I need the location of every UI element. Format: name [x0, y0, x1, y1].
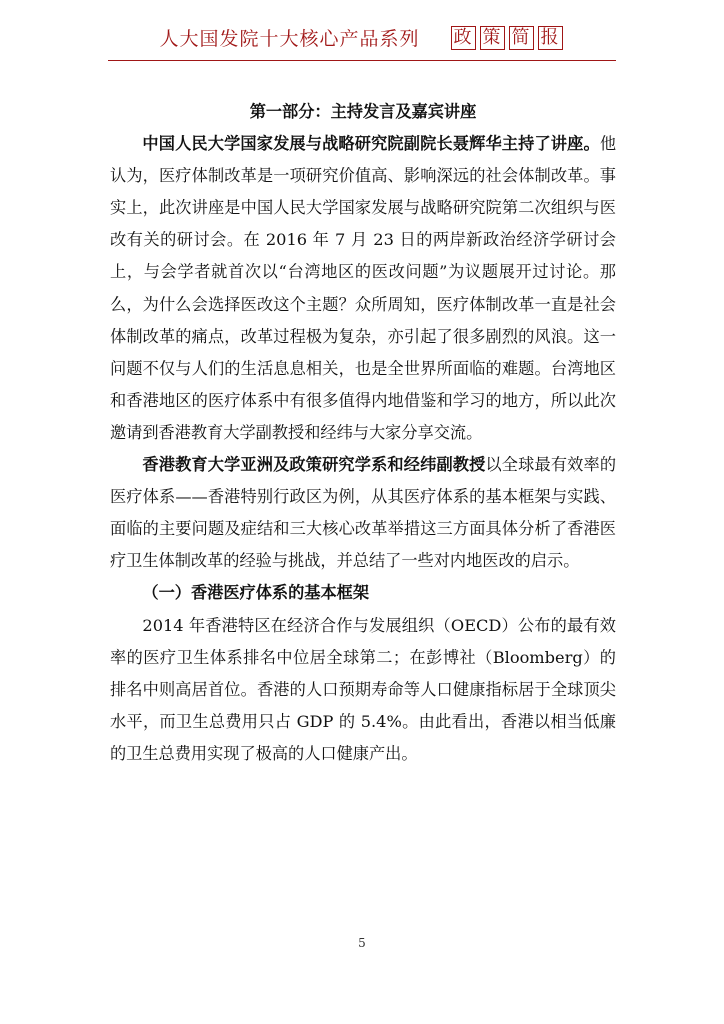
subsection-title: （一）香港医疗体系的基本框架: [142, 583, 370, 603]
policy-brief-label: [449, 26, 565, 50]
paragraph-lead: 香港教育大学亚洲及政策研究学系和经纬副教授: [142, 455, 486, 475]
paragraph: [110, 449, 616, 577]
paragraph-text: 他认为，医疗体制改革是一项研究价值高、影响深远的社会体制改革。事实上，此次讲座是中国人民大学国家发展与战略研究院第二次组织与医改有关的研讨会。在 2016 年 7 月 23 日的两岸新政治经济学研讨会上，与会学者就首次以“台湾地区的医改问题”为议题展开过讨论。那么，为什么会选择医改这个主题？众所周知，医疗体制改革一直是社会体制改革的痛点，改革过程极为复杂，亦引起了很多剧烈的风浪。这一问题不仅与人们的生活息息相关，也是全世界所面临的难题。台湾地区和香港地区的医疗体系中有很多值得内地借鉴和学习的地方，所以此次邀请到香港教育大学副教授和经纬与大家分享交流。: [110, 134, 616, 442]
paragraph-lead: 中国人民大学国家发展与战略研究院副院长聂辉华主持了讲座。: [142, 134, 600, 154]
paragraph: [110, 128, 616, 449]
page-number: 5: [358, 936, 366, 950]
brief-char: 报: [538, 26, 563, 50]
document-body: [110, 96, 616, 770]
brief-char: 简: [509, 26, 534, 50]
header-divider: [108, 60, 616, 61]
series-title: 人大国发院十大核心产品系列: [159, 28, 420, 50]
section-title: 第一部分：主持发言及嘉宾讲座: [249, 102, 477, 121]
brief-char: 策: [480, 26, 505, 50]
paragraph-text: 以全球最有效率的医疗体系——香港特别行政区为例，从其医疗体系的基本框架与实践、面临的主要问题及症结和三大核心改革举措这三方面具体分析了香港医疗卫生体制改革的经验与挑战，并总结了一些对内地医改的启示。: [110, 455, 617, 571]
paragraph: 2014 年香港特区在经济合作与发展组织（OECD）公布的最有效率的医疗卫生体系排名中位居全球第二；在彭博社（Bloomberg）的排名中则高居首位。香港的人口预期寿命等人口健康指标居于全球顶尖水平，而卫生总费用只占 GDP 的 5.4%。由此看出，香港以相当低廉的卫生总费用实现了极高的人口健康产出。: [110, 615, 616, 763]
page-header: [0, 24, 724, 58]
brief-char: 政: [451, 26, 476, 50]
